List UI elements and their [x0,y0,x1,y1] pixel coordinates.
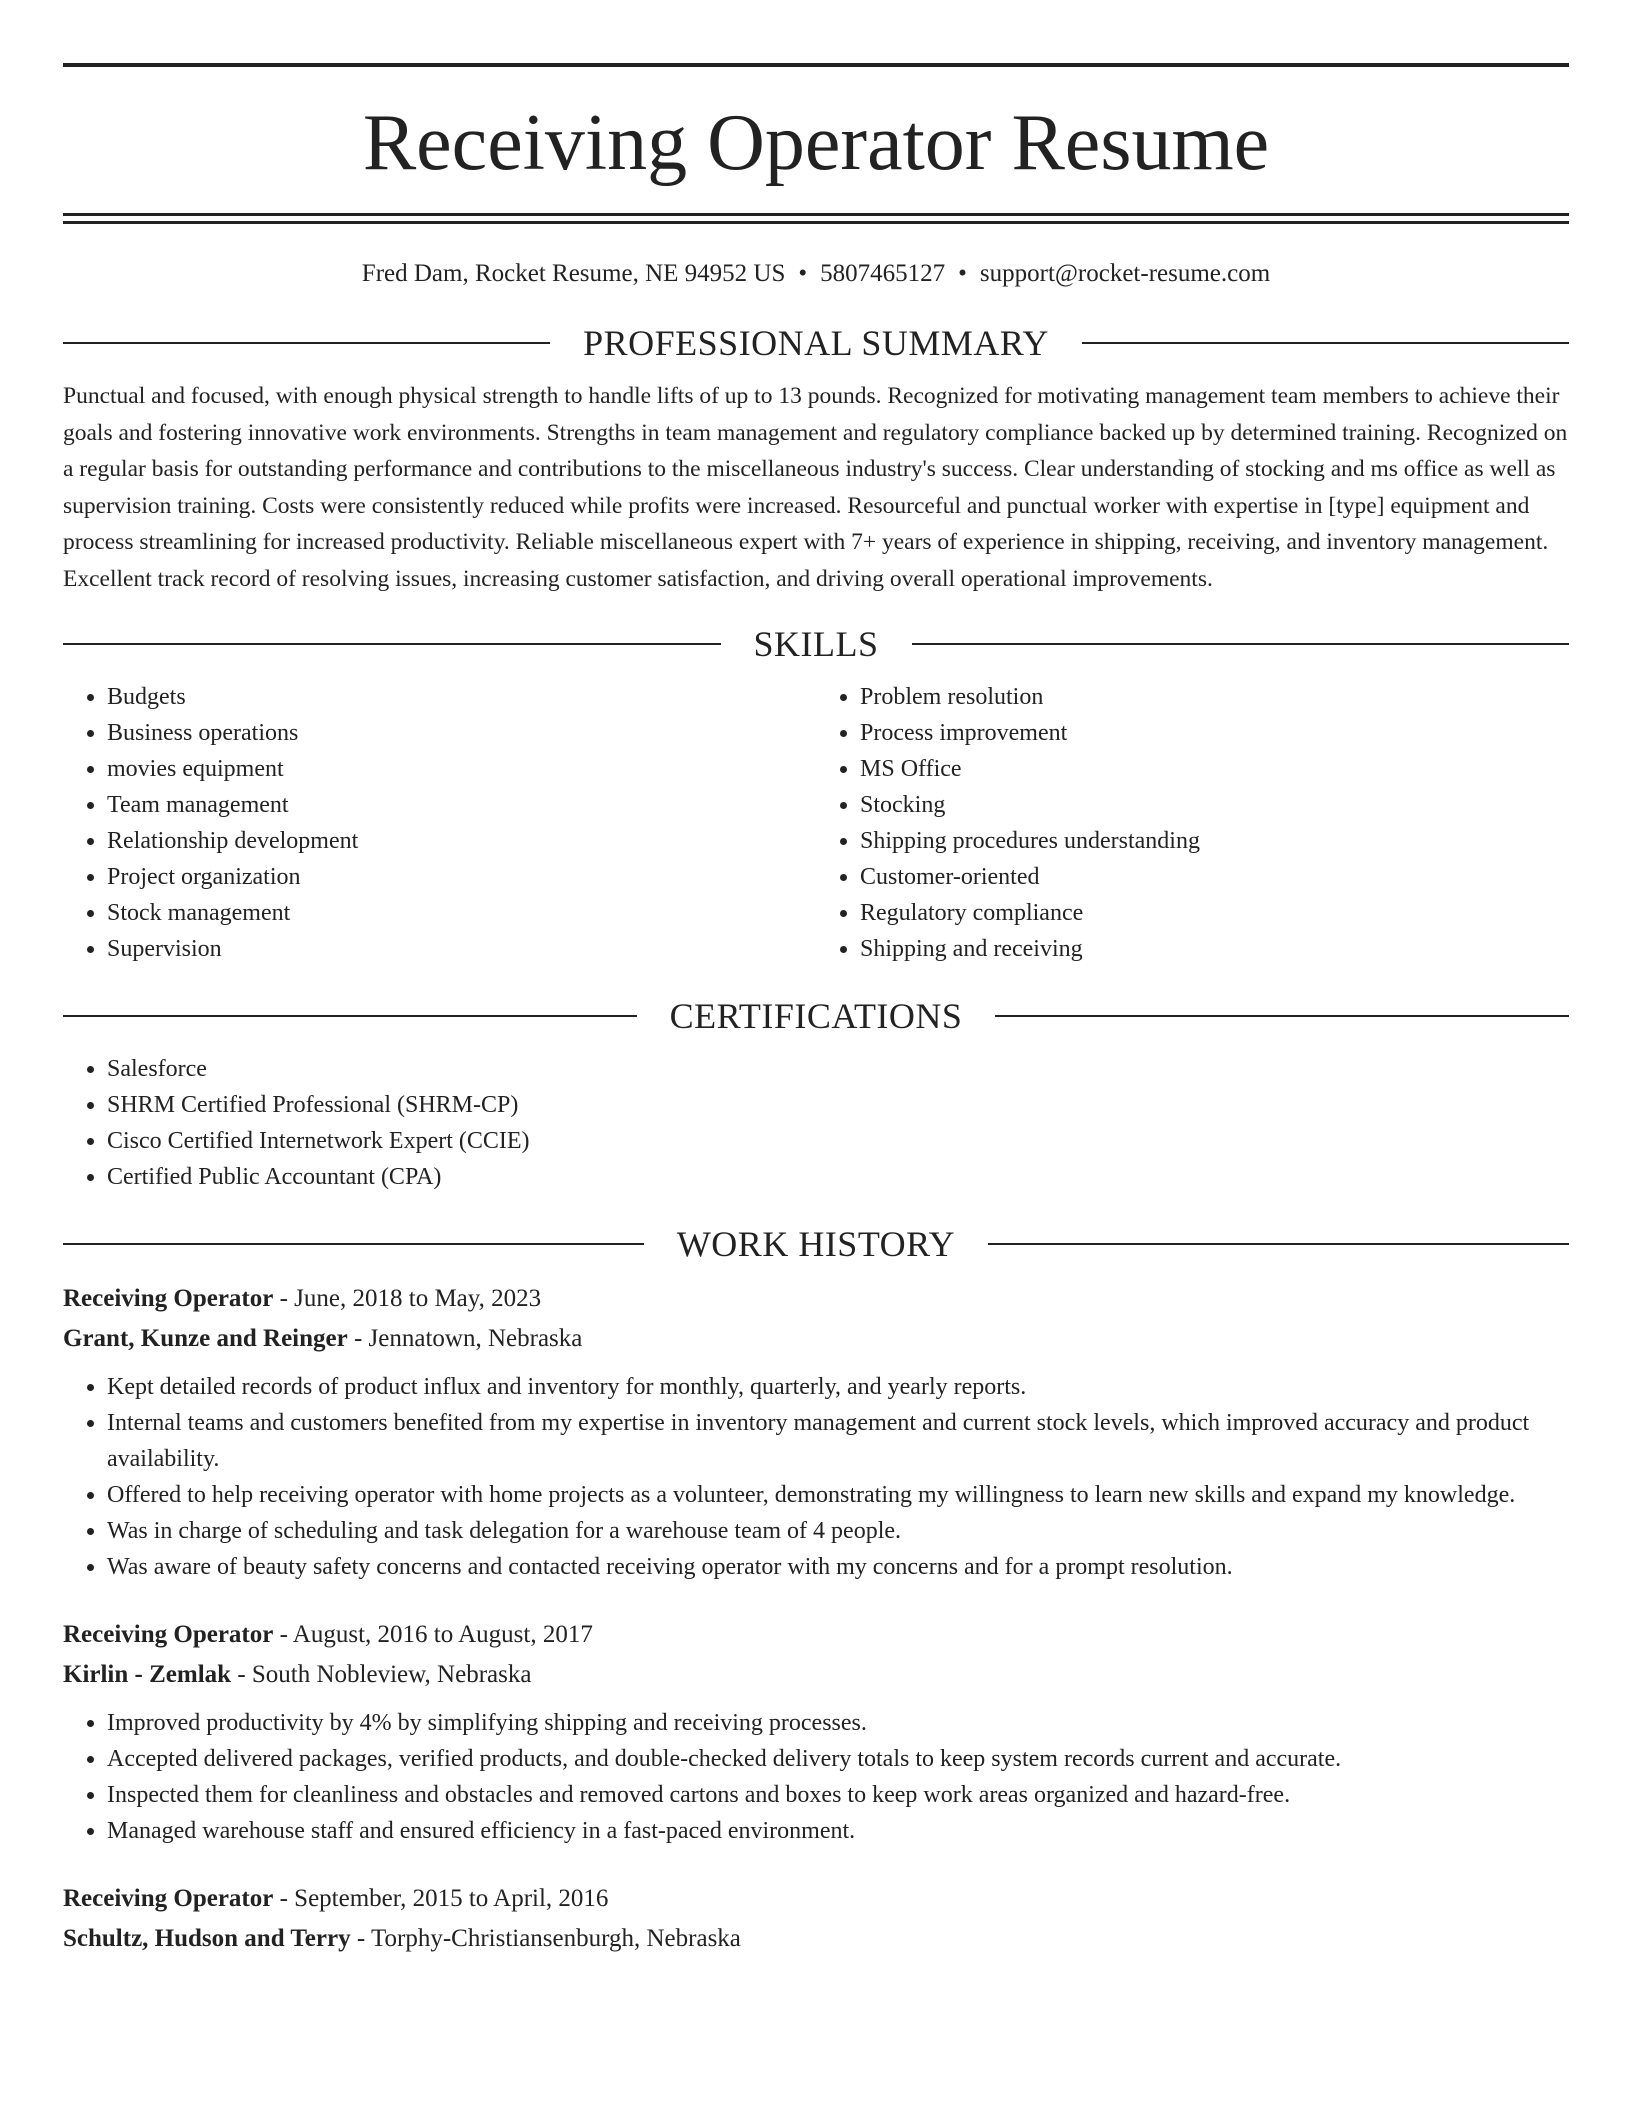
job-bullet: • Kept detailed records of product influx and inventory for monthly, quarterly, and yearly reports. [107,1369,1569,1405]
job-company-line [63,1655,1569,1695]
skill-item: • Project organization [107,859,816,895]
skill-item: • Team management [107,787,816,823]
section-title: PROFESSIONAL SUMMARY [583,323,1049,363]
resume-page [63,0,1569,1959]
certifications-list [63,1051,1569,1195]
job-dates: - June, 2018 to May, 2023 [273,1285,542,1312]
contact-address: Fred Dam, Rocket Resume, NE 94952 US [361,260,786,287]
contact-phone: 5807465127 [820,260,946,287]
skill-item: • Process improvement [860,715,1569,751]
section-header-certifications [63,991,1569,1041]
skills-list-right [816,679,1569,967]
certification-item: • Cisco Certified Internetwork Expert (CCIE) [107,1123,1569,1159]
job-location: - Jennatown, Nebraska [347,1325,583,1352]
job-bullet: • Inspected them for cleanliness and obstacles and removed cartons and boxes to keep work areas organized and hazard-free. [107,1777,1569,1813]
job-bullet: • Offered to help receiving operator with home projects as a volunteer, demonstrating my willingness to learn new skills and expand my knowledge. [107,1477,1569,1513]
skill-item: • Shipping and receiving [860,931,1569,967]
job-bullets [63,1705,1569,1849]
job-title-line [63,1279,1569,1319]
job-bullet: • Managed warehouse staff and ensured efficiency in a fast-paced environment. [107,1813,1569,1849]
job-entry [63,1615,1569,1849]
skill-item: • MS Office [860,751,1569,787]
section-title: CERTIFICATIONS [669,996,963,1036]
contact-separator: • [958,260,967,287]
certifications [63,1051,1569,1195]
contact-email: support@rocket-resume.com [979,260,1271,287]
job-dates: - September, 2015 to April, 2016 [273,1885,609,1912]
job-role: Receiving Operator [63,1885,274,1912]
job-bullet: • Accepted delivered packages, verified products, and double-checked delivery totals to keep system records current and accurate. [107,1741,1569,1777]
certification-item: • SHRM Certified Professional (SHRM-CP) [107,1087,1569,1123]
skill-item: • movies equipment [107,751,816,787]
job-title-line [63,1879,1569,1919]
skill-item: • Supervision [107,931,816,967]
contact-separator: • [798,260,808,287]
divider [1082,342,1569,344]
certification-item: • Certified Public Accountant (CPA) [107,1159,1569,1195]
job-company: Kirlin - Zemlak [63,1661,232,1688]
section-header-skills [63,619,1569,669]
job-role: Receiving Operator [63,1285,274,1312]
job-company: Grant, Kunze and Reinger [63,1325,348,1352]
job-location: - Torphy-Christiansenburgh, Nebraska [350,1925,741,1952]
divider [988,1243,1569,1245]
job-entry [63,1279,1569,1585]
skill-item: • Relationship development [107,823,816,859]
skills-list-left [63,679,816,967]
job-role: Receiving Operator [63,1621,274,1648]
job-bullet: • Internal teams and customers benefited from my expertise in inventory management and current stock levels, which improved accuracy and product availability. [107,1405,1569,1477]
divider [995,1015,1569,1017]
section-title: WORK HISTORY [676,1224,956,1264]
skill-item: • Customer-oriented [860,859,1569,895]
divider [63,342,550,344]
job-company-line [63,1919,1569,1959]
top-rule [63,63,1569,67]
skill-item: • Business operations [107,715,816,751]
skill-item: • Shipping procedures understanding [860,823,1569,859]
job-bullet: • Improved productivity by 4% by simplifying shipping and receiving processes. [107,1705,1569,1741]
divider [63,643,721,645]
job-location: - South Nobleview, Nebraska [231,1661,532,1688]
section-header-summary [63,318,1569,368]
title-double-rule [63,213,1569,224]
skills-columns [63,679,1569,967]
divider [63,1243,644,1245]
skill-item: • Problem resolution [860,679,1569,715]
job-company-line [63,1319,1569,1359]
section-header-work-history [63,1219,1569,1269]
page-title: Receiving Operator Resume [362,99,1270,187]
skill-item: • Budgets [107,679,816,715]
contact-line [63,260,1569,288]
skill-item: • Stocking [860,787,1569,823]
certification-item: • Salesforce [107,1051,1569,1087]
job-title-line [63,1615,1569,1655]
divider [912,643,1570,645]
job-dates: - August, 2016 to August, 2017 [273,1621,593,1648]
job-bullet: • Was in charge of scheduling and task delegation for a warehouse team of 4 people. [107,1513,1569,1549]
summary-text: Punctual and focused, with enough physical strength to handle lifts of up to 13 pounds. Recognized for motivating management team members to achieve their goals and fostering innovative work environments. Strengths in team management and regulatory compliance backed up by determined training. Recognized on a regular basis for outstanding performance and contributions to the miscellaneous industry's success. Clear understanding of stocking and ms office as well as supervision training. Costs were consistently reduced while profits were increased. Resourceful and punctual worker with expertise in [type] equipment and process streamlining for increased productivity. Reliable miscellaneous expert with 7+ years of experience in shipping, receiving, and inventory management. Excellent track record of resolving issues, increasing customer satisfaction, and driving overall operational improvements. [63,383,1568,592]
job-bullet: • Was aware of beauty safety concerns and contacted receiving operator with my concerns and for a prompt resolution. [107,1549,1569,1585]
job-bullets [63,1369,1569,1585]
skill-item: • Regulatory compliance [860,895,1569,931]
job-entry [63,1879,1569,1959]
section-title: SKILLS [753,624,879,664]
divider [63,1015,637,1017]
job-company: Schultz, Hudson and Terry [63,1925,351,1952]
skill-item: • Stock management [107,895,816,931]
